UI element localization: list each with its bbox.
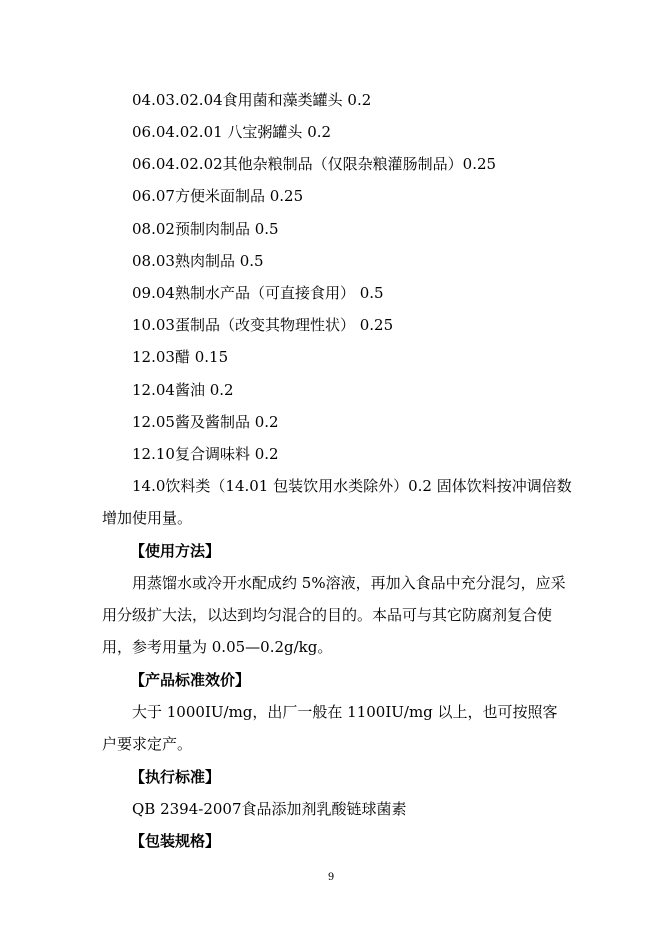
list-item: 08.02预制肉制品 0.5 <box>132 220 279 238</box>
potency-body: 大于 1000IU/mg，出厂一般在 1100IU/mg 以上，也可按照客户要求定产。 <box>102 703 558 753</box>
list-item: 06.04.02.02其他杂粮制品（仅限杂粮灌肠制品）0.25 <box>132 155 497 173</box>
list-item: 06.07方便米面制品 0.25 <box>132 187 304 205</box>
potency-heading: 【产品标准效价】 <box>130 671 251 689</box>
list-item: 09.04熟制水产品（可直接食用） 0.5 <box>132 284 384 302</box>
standard-heading: 【执行标准】 <box>130 768 221 786</box>
list-item: 06.04.02.01 八宝粥罐头 0.2 <box>132 123 332 141</box>
beverage-note: 14.0饮料类（14.01 包装饮用水类除外）0.2 固体饮料按冲调倍数增加使用量。 <box>102 477 572 527</box>
list-item: 08.03熟肉制品 0.5 <box>132 252 264 270</box>
list-item: 12.10复合调味料 0.2 <box>132 445 279 463</box>
packaging-heading: 【包装规格】 <box>130 832 221 850</box>
list-item: 04.03.02.04食用菌和藻类罐头 0.2 <box>132 91 372 109</box>
usage-body: 用蒸馏水或冷开水配成约 5%溶液，再加入食品中充分混匀，应采用分级扩大法，以达到均匀混合的目的。本品可与其它防腐剂复合使用，参考用量为 0.05—0.2g/kg。 <box>102 574 566 656</box>
page-number: 9 <box>327 872 335 883</box>
list-item: 12.03醋 0.15 <box>132 348 229 366</box>
standard-body: QB 2394-2007食品添加剂乳酸链球菌素 <box>132 800 407 818</box>
list-item: 12.05酱及酱制品 0.2 <box>132 413 279 431</box>
list-item: 10.03蛋制品（改变其物理性状） 0.25 <box>132 316 394 334</box>
list-item: 12.04酱油 0.2 <box>132 381 234 399</box>
usage-heading: 【使用方法】 <box>130 542 221 560</box>
